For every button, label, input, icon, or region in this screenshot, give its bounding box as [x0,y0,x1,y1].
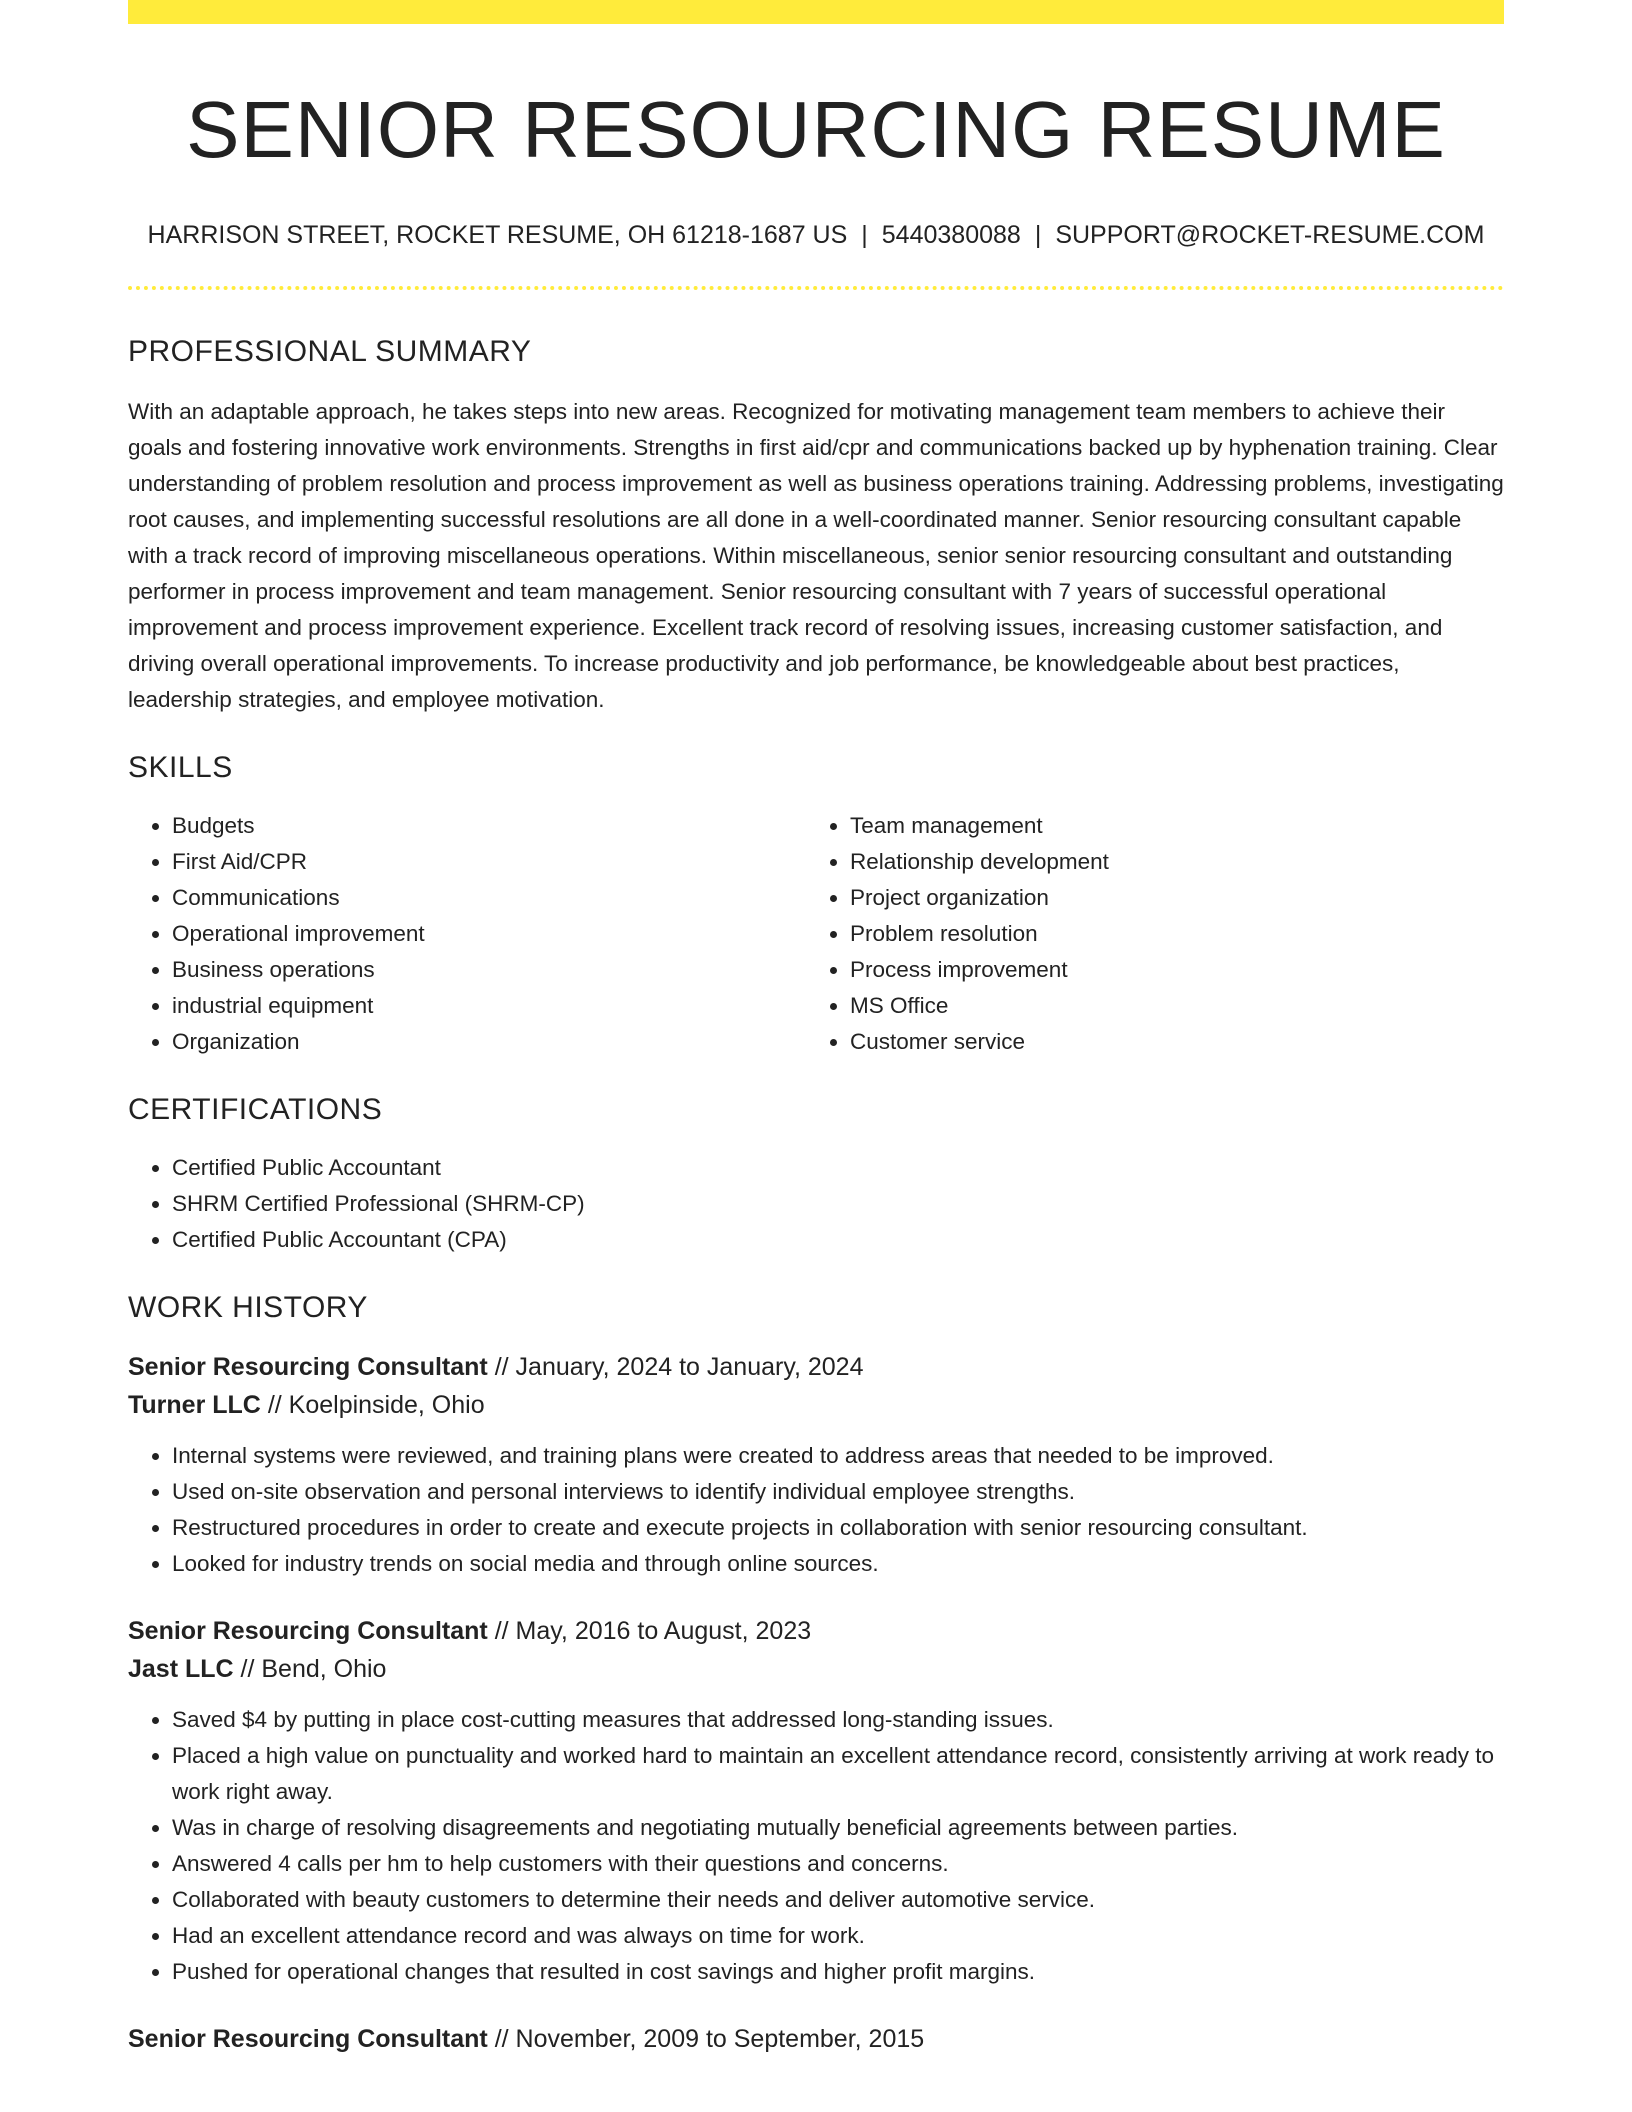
job-duty: • Pushed for operational changes that resulted in cost savings and higher profit margins. [172,1954,1504,1990]
job-title-line [128,2020,1504,2058]
skills-columns [128,808,1504,1060]
summary-text: With an adaptable approach, he takes steps into new areas. Recognized for motivating management team members to achieve their goals and fostering innovative work environments. Strengths in first aid/cpr and communications backed up by hyphenation training. Clear understanding of problem resolution and process improvement as well as business operations training. Addressing problems, investigating root causes, and implementing successful resolutions are all done in a well-coordinated manner. Senior resourcing consultant capable with a track record of improving miscellaneous operations. Within miscellaneous, senior senior resourcing consultant and outstanding performer in process improvement and team management. Senior resourcing consultant with 7 years of successful operational improvement and process improvement experience. Excellent track record of resolving issues, increasing customer satisfaction, and driving overall operational improvements. To increase productivity and job performance, be knowledgeable about best practices, leadership strategies, and employee motivation. [128,399,1504,712]
job-dates: // January, 2024 to January, 2024 [487,1353,864,1381]
job-duty: • Restructured procedures in order to create and execute projects in collaboration with senior resourcing consultant. [172,1510,1504,1546]
job-location: // Bend, Ohio [233,1655,387,1683]
skill-item: • Problem resolution [850,916,1484,952]
contact-line [128,220,1504,250]
skill-item: • Budgets [172,808,806,844]
job-duty: • Had an excellent attendance record and was always on time for work. [172,1918,1504,1954]
job-title: Senior Resourcing Consultant [128,1353,488,1381]
job-duty: • Placed a high value on punctuality and worked hard to maintain an excellent attendance record, consistently arriving at work ready to work right away. [172,1738,1504,1810]
job-company: Turner LLC [128,1391,261,1419]
skills-heading: SKILLS [128,751,233,784]
job-duties-list [128,1438,1504,1582]
job-duty: • Answered 4 calls per hm to help customers with their questions and concerns. [172,1846,1504,1882]
job-company-line [128,1386,1504,1424]
skill-item: • Organization [172,1024,806,1060]
job-company-line [128,1650,1504,1688]
job-entry [128,1612,1504,1990]
skill-item: • First Aid/CPR [172,844,806,880]
accent-top-bar [128,0,1504,24]
job-entry [128,2020,1504,2058]
certifications-heading: CERTIFICATIONS [128,1093,383,1126]
job-duties-list [128,1702,1504,1990]
job-title-line [128,1348,1504,1386]
job-entry [128,1348,1504,1582]
skill-item: • Communications [172,880,806,916]
job-duty: • Used on-site observation and personal interviews to identify individual employee strengths. [172,1474,1504,1510]
resume-page [128,0,1504,2058]
skill-item: • industrial equipment [172,988,806,1024]
skills-column-right [806,808,1484,1060]
contact-phone: 5440380088 [881,221,1021,249]
certification-item: • Certified Public Accountant (CPA) [172,1222,1504,1258]
job-dates: // November, 2009 to September, 2015 [487,2025,925,2053]
contact-separator: | [1034,221,1042,249]
job-title-line [128,1612,1504,1650]
skill-item: • MS Office [850,988,1484,1024]
skill-item: • Customer service [850,1024,1484,1060]
header-divider [128,286,1504,290]
job-duty: • Collaborated with beauty customers to determine their needs and deliver automotive service. [172,1882,1504,1918]
job-duty: • Was in charge of resolving disagreements and negotiating mutually beneficial agreements between parties. [172,1810,1504,1846]
skills-list-right [806,808,1484,1060]
skill-item: • Operational improvement [172,916,806,952]
skill-item: • Project organization [850,880,1484,916]
certification-item: • Certified Public Accountant [172,1150,1504,1186]
certifications-list [128,1150,1504,1258]
job-location: // Koelpinside, Ohio [260,1391,485,1419]
skill-item: • Relationship development [850,844,1484,880]
contact-email: SUPPORT@ROCKET-RESUME.COM [1055,221,1485,249]
work-history-heading: WORK HISTORY [128,1291,368,1324]
job-duty: • Saved $4 by putting in place cost-cutting measures that addressed long-standing issues. [172,1702,1504,1738]
skill-item: • Team management [850,808,1484,844]
resume-title: SENIOR RESOURCING RESUME [186,85,1446,174]
summary-heading: PROFESSIONAL SUMMARY [128,335,532,368]
job-dates: // May, 2016 to August, 2023 [487,1617,812,1645]
job-company: Jast LLC [128,1655,234,1683]
contact-separator: | [861,221,868,249]
job-title: Senior Resourcing Consultant [128,1617,488,1645]
job-duty: • Looked for industry trends on social media and through online sources. [172,1546,1504,1582]
skills-list-left [128,808,806,1060]
job-duty: • Internal systems were reviewed, and training plans were created to address areas that needed to be improved. [172,1438,1504,1474]
contact-address: HARRISON STREET, ROCKET RESUME, OH 61218-1687 US [147,221,848,249]
skills-column-left [128,808,806,1060]
certification-item: • SHRM Certified Professional (SHRM-CP) [172,1186,1504,1222]
skill-item: • Business operations [172,952,806,988]
skill-item: • Process improvement [850,952,1484,988]
job-title: Senior Resourcing Consultant [128,2025,488,2053]
